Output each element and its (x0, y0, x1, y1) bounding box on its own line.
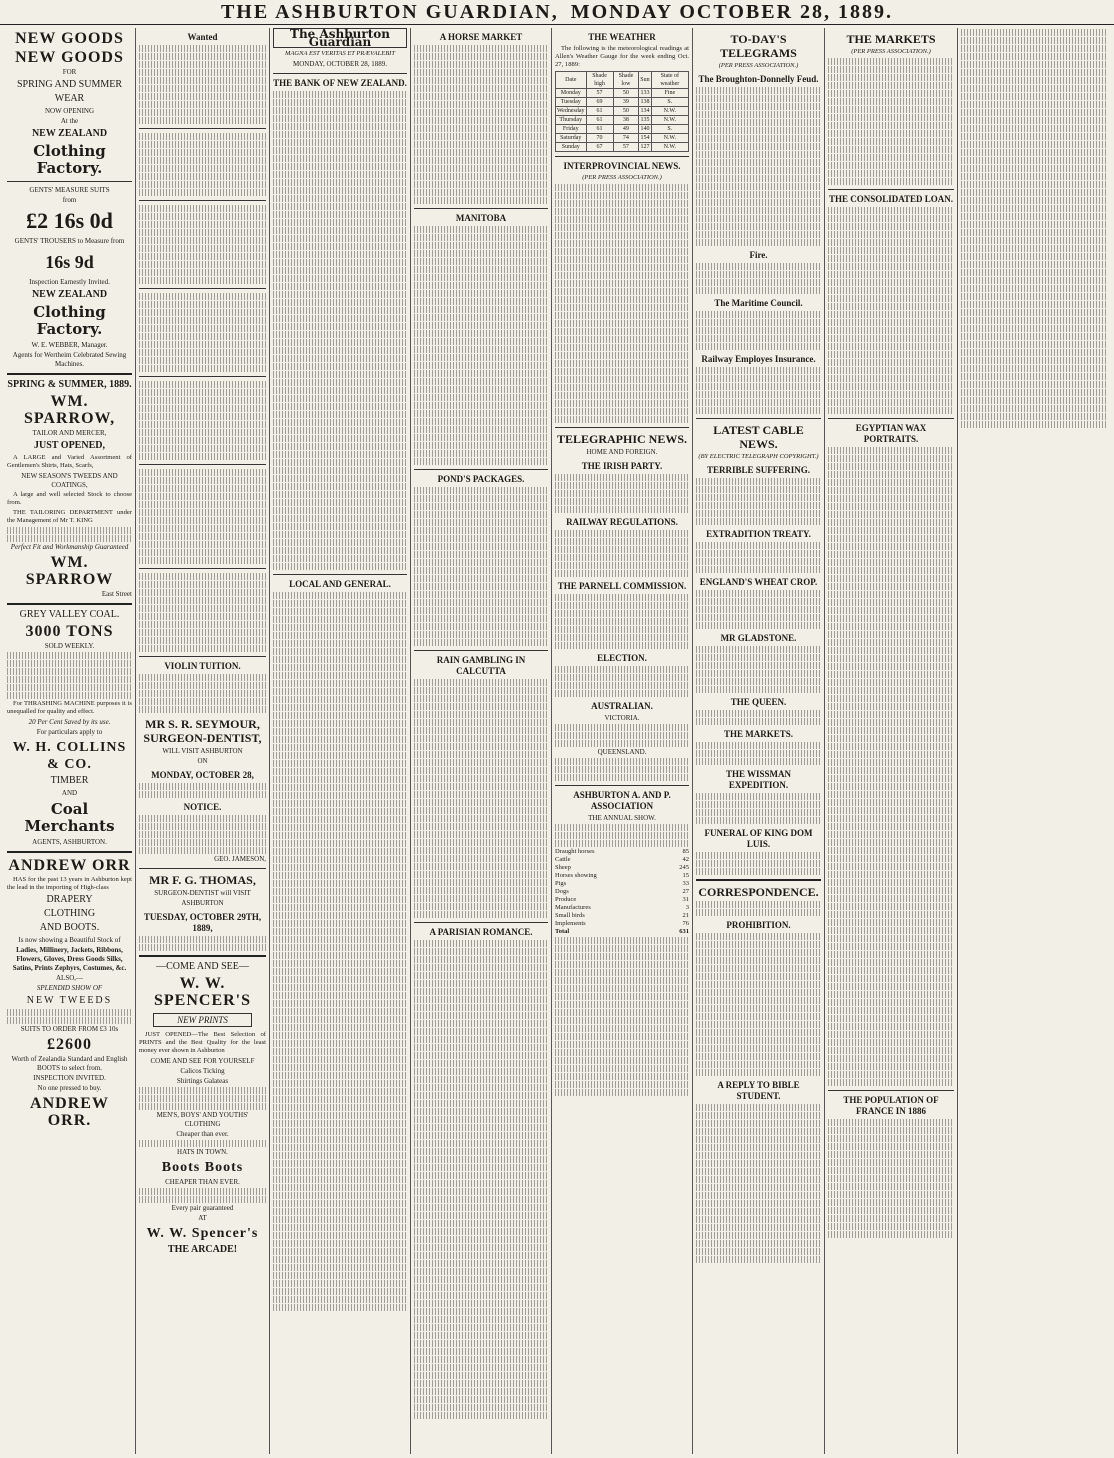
weather-intro: The following is the meteorological readings at Allen's Weather Gauge for the week ending Oct. 27, 1889: (555, 45, 689, 68)
list-value: 85 (682, 848, 689, 855)
table-cell: 49 (613, 125, 639, 134)
list-label: Pigs (555, 880, 567, 887)
table-cell: 57 (613, 143, 639, 152)
ad-text: A LARGE and Varied Assortment of Gentlemen's Shirts, Hats, Scarfs, (7, 454, 132, 469)
ad-line: Inspection Earnestly Invited. (29, 278, 110, 286)
ad-line: SPRING & SUMMER, 1889. (7, 379, 132, 390)
list-item (555, 864, 689, 872)
list-item (555, 848, 689, 856)
ad-line: ASHBURTON (181, 899, 224, 907)
ad-line: WEAR (54, 93, 85, 104)
ad-text: HAS for the past 13 years in Ashburton kept the lead in the importing of High-class (7, 876, 132, 891)
list-item (555, 880, 689, 888)
list-label: Total (555, 928, 570, 935)
ad-line: Calicos Ticking (180, 1067, 225, 1075)
paper-date: MONDAY, OCTOBER 28, 1889. (293, 60, 387, 68)
list-label: Produce (555, 896, 577, 903)
ad-line: from (62, 196, 77, 204)
ad-date: MONDAY, OCTOBER 28, (151, 770, 254, 780)
ad-new-goods-1: NEW GOODS (15, 30, 124, 47)
ad-line: NEW ZEALAND (31, 128, 108, 139)
thomas-heading: MR F. G. THOMAS, (149, 873, 256, 887)
ad-new-goods-2: NEW GOODS (15, 49, 124, 66)
sparrow-heading-2: WM. SPARROW (25, 554, 114, 588)
price-suits: £2 16s 0d (26, 208, 113, 233)
election-heading: ELECTION. (597, 653, 647, 663)
list-value: 31 (682, 896, 689, 903)
press-note: (PER PRESS ASSOCIATION.) (851, 48, 931, 55)
table-cell: 38 (613, 116, 639, 125)
queen-heading: THE QUEEN. (730, 697, 787, 707)
table-header: Shade low (613, 72, 639, 89)
markets-heading-6: THE MARKETS. (723, 729, 793, 739)
list-label: Horses showing (555, 872, 597, 879)
table-cell: Saturday (556, 134, 587, 143)
list-item (555, 872, 689, 880)
columns (4, 28, 1110, 1454)
ad-line: Perfect Fit and Workmanship Guaranteed (10, 543, 129, 551)
ad-line: SUITS TO ORDER FROM £3 10s (20, 1025, 119, 1033)
ad-line: Shirtings Galateas (176, 1077, 229, 1085)
ad-line: AT (198, 1214, 207, 1222)
table-cell: 127 (640, 144, 650, 150)
table-cell: Monday (556, 89, 587, 98)
ad-line: For particulars apply to (36, 728, 103, 736)
list-label: Implements (555, 920, 586, 927)
table-cell: 69 (586, 98, 613, 107)
ad-line: SPLENDID SHOW OF (36, 984, 103, 992)
extradition-heading: EXTRADITION TREATY. (706, 529, 811, 539)
list-value: 245 (679, 864, 689, 871)
manitoba-heading: MANITOBA (455, 213, 507, 223)
list-item (555, 888, 689, 896)
table-cell: 70 (586, 134, 613, 143)
table-cell: 140 (640, 126, 650, 132)
table-cell: 50 (613, 107, 639, 116)
subheading: QUEENSLAND. (597, 748, 647, 756)
bank-heading: THE BANK OF NEW ZEALAND. (273, 78, 407, 88)
markets-heading-7: THE MARKETS (846, 32, 936, 46)
maritime-heading: The Maritime Council. (714, 298, 803, 308)
orr-heading-2: ANDREW ORR. (30, 1095, 109, 1129)
list-label: Small birds (555, 912, 585, 919)
table-cell: S. (651, 98, 688, 107)
ad-line: MEN'S, BOYS' AND YOUTHS' CLOTHING (156, 1111, 249, 1128)
table-cell: N.W. (651, 107, 688, 116)
subheading: VICTORIA. (604, 714, 640, 722)
table-cell: 61 (586, 116, 613, 125)
column-3 (270, 28, 411, 1454)
subheading: THE ANNUAL SHOW. (588, 814, 656, 822)
ad-line: THE ARCADE! (167, 1244, 238, 1255)
coal-merchants: Coal Merchants (24, 800, 115, 835)
table-cell: Friday (556, 125, 587, 134)
table-row (556, 143, 689, 152)
ad-line: FOR (62, 68, 77, 76)
ad-line: HATS IN TOWN. (177, 1148, 228, 1156)
table-header: State of weather (651, 72, 688, 89)
table-row (556, 116, 689, 125)
wheat-heading: ENGLAND'S WHEAT CROP. (699, 577, 818, 587)
show-list (555, 848, 689, 936)
orr-price: £2600 (47, 1036, 92, 1053)
ad-line: TIMBER (50, 775, 89, 786)
table-cell: Tuesday (556, 98, 587, 107)
list-label: Dogs (555, 888, 569, 895)
show-heading: ASHBURTON A. AND P. ASSOCIATION (573, 790, 671, 811)
ad-line: GREY VALLEY COAL. (19, 609, 120, 620)
ad-line: INSPECTION INVITED. (33, 1074, 106, 1082)
ad-line: NEW TWEEDS (26, 995, 113, 1006)
ad-line: JUST OPENED, (34, 440, 105, 451)
column-4 (411, 28, 552, 1454)
ad-line: SURGEON-DENTIST will VISIT (154, 889, 251, 897)
weather-heading: THE WEATHER (588, 32, 656, 42)
consolidated-heading: THE CONSOLIDATED LOAN. (828, 194, 954, 204)
ad-line: Is now showing a Beautiful Stock of (18, 936, 121, 944)
ad-text: A large and well selected Stock to choose from. (7, 491, 132, 506)
column-1 (4, 28, 136, 1454)
wissman-heading: THE WISSMAN EXPEDITION. (725, 769, 792, 790)
list-value: 76 (682, 920, 689, 927)
australian-heading: AUSTRALIAN. (591, 701, 653, 711)
table-row (556, 89, 689, 98)
ad-line: COME AND SEE FOR YOURSELF (150, 1057, 255, 1065)
list-label: Sheep (555, 864, 571, 871)
paper-motto: MAGNA EST VERITAS ET PRÆVALEBIT (285, 50, 395, 57)
list-label: Draught horses (555, 848, 595, 855)
table-row (556, 107, 689, 116)
gladstone-heading: MR GLADSTONE. (720, 633, 797, 643)
ad-line: AGENTS, ASHBURTON. (32, 838, 107, 846)
ad-line: Ladies, Millinery, Jackets, Ribbons, Flowers, Gloves, Dress Goods Silks, Satins, Prints Zephyrs, Costumes, &c. (12, 946, 127, 972)
ad-line: Agents for Wertheim Celebrated Sewing Machines. (12, 351, 127, 368)
spencer-heading-2: W. W. Spencer's (146, 1226, 259, 1241)
irish-heading: THE IRISH PARTY. (581, 461, 663, 471)
table-cell: 67 (586, 143, 613, 152)
railway-heading: RAILWAY REGULATIONS. (566, 517, 678, 527)
ad-line: NEW ZEALAND (31, 289, 108, 300)
horse-market-heading: A HORSE MARKET (439, 32, 523, 42)
ad-line: WILL VISIT ASHBURTON (162, 747, 243, 755)
notice-heading: NOTICE. (183, 802, 222, 812)
funeral-heading: FUNERAL OF KING DOM LUIS. (704, 828, 813, 849)
ad-line: AND BOOTS. (39, 922, 100, 933)
table-header: Shade high (586, 72, 613, 89)
table-cell: N.W. (651, 143, 688, 152)
ad-line: CLOTHING (43, 908, 96, 919)
table-cell: 39 (613, 98, 639, 107)
list-item (555, 928, 689, 936)
telegrams-heading: TO-DAY'S TELEGRAMS (720, 32, 797, 60)
reply-heading: A REPLY TO BIBLE STUDENT. (717, 1080, 800, 1101)
egyptian-heading: EGYPTIAN WAX PORTRAITS. (855, 423, 927, 444)
ad-line: East Street (101, 590, 132, 598)
table-cell: Sunday (556, 143, 587, 152)
ad-date: TUESDAY, OCTOBER 29TH, 1889, (143, 912, 262, 933)
table-cell: 154 (640, 135, 650, 141)
ad-line: GENTS' MEASURE SUITS (29, 186, 110, 194)
table-row (556, 134, 689, 143)
ponds-heading: POND'S PACKAGES. (437, 474, 525, 484)
ad-line: NEW SEASON'S TWEEDS AND COATINGS, (21, 472, 118, 489)
list-value: 631 (679, 928, 689, 935)
new-prints-box: NEW PRINTS (153, 1013, 252, 1027)
ad-text: For THRASHING MACHINE purposes it is unequalled for quality and effect. (7, 700, 132, 715)
table-cell: 135 (640, 117, 650, 123)
column-8 (958, 28, 1110, 1454)
fire-heading: Fire. (749, 250, 768, 260)
press-note: (BY ELECTRIC TELEGRAPH COPYRIGHT.) (698, 453, 819, 460)
subheading: HOME AND FOREIGN. (586, 448, 658, 456)
column-2 (136, 28, 270, 1454)
column-5 (552, 28, 693, 1454)
telegraphic-heading: TELEGRAPHIC NEWS. (556, 432, 688, 446)
table-cell: S. (651, 125, 688, 134)
ad-line: NOW OPENING (44, 107, 95, 115)
railway-insurance-heading: Railway Employes Insurance. (701, 354, 816, 364)
come-see: —COME AND SEE— (156, 961, 249, 972)
ad-line: W. E. WEBBER, Manager. (31, 341, 108, 349)
table-cell: Thursday (556, 116, 587, 125)
list-label: Manufactures (555, 904, 591, 911)
prohibition-heading: PROHIBITION. (726, 920, 791, 930)
parisian-heading: A PARISIAN ROMANCE. (429, 927, 533, 937)
table-cell: 57 (586, 89, 613, 98)
ad-line: TAILOR AND MERCER, (32, 429, 107, 437)
list-item (555, 912, 689, 920)
ad-line: Worth of Zealandia Standard and English BOOTS to select from. (11, 1055, 128, 1072)
masthead-date: MONDAY OCTOBER 28, 1889. (570, 0, 894, 23)
donnelly-heading: The Broughton-Donnelly Feud. (698, 74, 819, 84)
ad-line: No one pressed to buy. (37, 1084, 102, 1092)
column-7 (825, 28, 958, 1454)
boots-heading: Boots Boots (161, 1160, 244, 1175)
table-header: Date (556, 72, 587, 89)
coal-tons: 3000 TONS (25, 623, 114, 640)
ad-line: DRAPERY (46, 894, 93, 905)
paper-title: The Ashburton Guardian (273, 28, 407, 48)
clothing-factory: Clothing Factory. (33, 142, 106, 177)
list-value: 42 (682, 856, 689, 863)
list-item (555, 896, 689, 904)
list-value: 15 (682, 872, 689, 879)
table-cell: 61 (586, 125, 613, 134)
interprovincial-heading: INTERPROVINCIAL NEWS. (563, 161, 681, 171)
masthead-name: THE ASHBURTON GUARDIAN, (220, 0, 559, 23)
ad-text: JUST OPENED—The Best Selection of PRINTS and the Best Quality for the least money ever shown in Ashburton (139, 1031, 266, 1054)
list-item (555, 920, 689, 928)
wanted-heading: Wanted (187, 32, 218, 42)
price-trousers: 16s 9d (45, 252, 94, 272)
correspondence-heading: CORRESPONDENCE. (698, 885, 819, 899)
press-note: (PER PRESS ASSOCIATION.) (718, 62, 799, 69)
ad-line: GEO. JAMESON, (214, 855, 266, 863)
ad-line: Every pair guaranteed (171, 1204, 234, 1212)
table-cell: 138 (640, 99, 650, 105)
table-row (556, 72, 689, 89)
list-item (555, 856, 689, 864)
table-cell: N.W. (651, 134, 688, 143)
table-cell: 134 (640, 108, 650, 114)
population-heading: THE POPULATION OF FRANCE IN 1886 (843, 1095, 939, 1116)
ad-text: THE TAILORING DEPARTMENT under the Management of Mr T. KING (7, 509, 132, 524)
ad-line: GENTS' TROUSERS to Measure from (14, 237, 125, 245)
table-cell: 50 (613, 89, 639, 98)
list-value: 3 (685, 904, 689, 911)
spencer-heading: W. W. SPENCER'S (153, 975, 252, 1009)
local-heading: LOCAL AND GENERAL. (289, 579, 391, 589)
table-row (556, 125, 689, 134)
table-cell: 61 (586, 107, 613, 116)
ad-line: SOLD WEEKLY. (44, 642, 95, 650)
table-cell: N.W. (651, 116, 688, 125)
terrible-heading: TERRIBLE SUFFERING. (706, 465, 811, 475)
list-label: Cattle (555, 856, 571, 863)
table-cell: 133 (640, 90, 650, 96)
column-6 (693, 28, 825, 1454)
ad-line: SPRING AND SUMMER (16, 79, 123, 90)
parnell-heading: THE PARNELL COMMISSION. (557, 581, 687, 591)
list-value: 21 (682, 912, 689, 919)
ad-line: ON (197, 757, 208, 765)
sparrow-heading: WM. SPARROW, (23, 393, 116, 427)
masthead (0, 0, 1114, 25)
list-value: 33 (682, 880, 689, 887)
weather-table (555, 71, 689, 152)
rain-heading: RAIN GAMBLING IN CALCUTTA (436, 655, 526, 676)
table-row (556, 98, 689, 107)
ad-line: At the (60, 117, 79, 125)
list-value: 27 (682, 888, 689, 895)
table-cell: Wednesday (557, 108, 585, 114)
collins-heading: W. H. COLLINS & CO. (12, 740, 127, 772)
seymour-heading: MR S. R. SEYMOUR, SURGEON-DENTIST, (143, 717, 262, 745)
table-cell: Fine (651, 89, 688, 98)
violin-heading: VIOLIN TUITION. (164, 661, 241, 671)
ad-line: AND (61, 789, 78, 797)
list-item (555, 904, 689, 912)
orr-heading: ANDREW ORR (8, 857, 131, 874)
ad-line: 20 Per Cent Saved by its use. (28, 718, 111, 726)
ad-line: ALSO,— (55, 974, 84, 982)
press-note: (PER PRESS ASSOCIATION.) (582, 174, 662, 181)
clothing-factory-2: Clothing Factory. (33, 303, 106, 338)
table-cell: 74 (613, 134, 639, 143)
table-header: Sun (639, 72, 651, 89)
ad-line: CHEAPER THAN EVER. (165, 1178, 240, 1186)
ad-line: Cheaper than ever. (176, 1130, 229, 1138)
latest-cable-heading: LATEST CABLE NEWS. (713, 423, 804, 451)
